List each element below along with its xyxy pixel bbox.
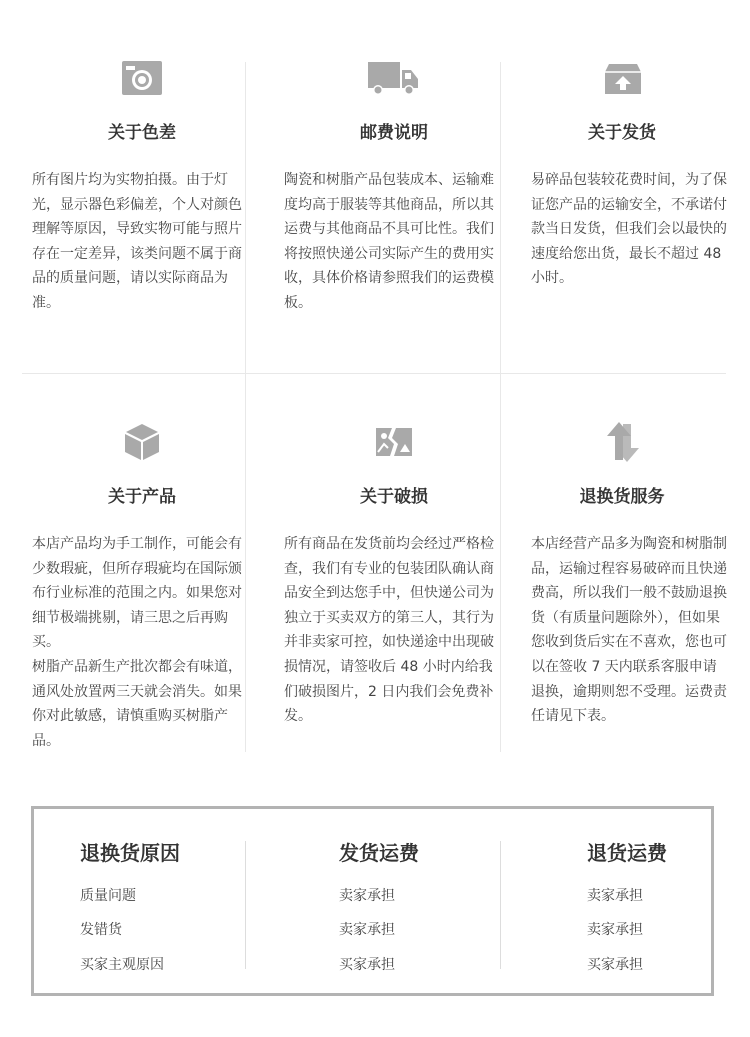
card-paragraph: 本店产品均为手工制作，可能会有少数瑕疵，但所存瑕疵均在国际颁布行业标准的范围之内。如果您对细节极端挑剔，请三思之后再购买。 (32, 536, 242, 651)
truck-icon (368, 58, 420, 98)
card-title: 关于发货 (588, 123, 656, 143)
card-body (284, 168, 504, 316)
card-body (531, 168, 727, 291)
table-cell: 质量问题 (80, 888, 136, 904)
table-cell: 发错货 (80, 922, 122, 938)
card-title: 退换货服务 (579, 487, 665, 507)
card-title: 邮费说明 (360, 123, 428, 143)
table-cell: 买家承担 (339, 957, 395, 973)
card-body (284, 532, 504, 729)
table-divider (500, 841, 501, 969)
exchange-arrows-icon (601, 422, 645, 462)
shipping-responsibility-table (31, 806, 714, 996)
card-title: 关于产品 (108, 487, 176, 507)
table-divider (245, 841, 246, 969)
card-paragraph: 树脂产品新生产批次都会有味道，通风处放置两三天就会消失。如果你对此敏感，请慎重购买树脂产品。 (32, 658, 242, 749)
card-paragraph: 易碎品包装较花费时间，为了保证您产品的运输安全，不承诺付款当日发货，但我们会以最快的速度给您出货，最长不超过 48 小时。 (531, 172, 727, 287)
card-body (531, 532, 727, 729)
broken-image-icon (372, 422, 416, 462)
table-cell: 卖家承担 (339, 922, 395, 938)
table-cell: 买家主观原因 (80, 957, 164, 973)
card-body (32, 168, 252, 316)
table-cell: 卖家承担 (587, 922, 643, 938)
table-cell: 卖家承担 (587, 888, 643, 904)
table-header: 发货运费 (339, 841, 419, 865)
table-cell: 卖家承担 (339, 888, 395, 904)
card-paragraph: 本店经营产品多为陶瓷和树脂制品，运输过程容易破碎而且快递费高，所以我们一般不鼓励退换货（有质量问题除外），但如果您收到货后实在不喜欢，您也可以在签收 7 天内联系客服申请退换，逾期则恕不受理。运费责任请见下表。 (531, 536, 727, 725)
card-title: 关于破损 (360, 487, 428, 507)
table-header: 退换货原因 (80, 841, 180, 865)
row-divider (22, 373, 726, 374)
shipping-box-icon (601, 58, 645, 98)
card-title: 关于色差 (108, 123, 176, 143)
card-paragraph: 所有商品在发货前均会经过严格检查，我们有专业的包装团队确认商品安全到达您手中，但快递公司为独立于买卖双方的第三人，其行为并非卖家可控，如快递途中出现破损情况，请签收后 48 小时内给我们破损图片，2 日内我们会免费补发。 (284, 536, 494, 725)
camera-icon (120, 58, 164, 98)
cube-icon (120, 422, 164, 462)
table-cell: 买家承担 (587, 957, 643, 973)
card-paragraph: 陶瓷和树脂产品包装成本、运输难度均高于服装等其他商品，所以其运费与其他商品不具可比性。我们将按照快递公司实际产生的费用实收，具体价格请参照我们的运费模板。 (284, 172, 494, 311)
card-body (32, 532, 252, 753)
card-paragraph: 所有图片均为实物拍摄。由于灯光，显示器色彩偏差，个人对颜色理解等原因，导致实物可能与照片存在一定差异，该类问题不属于商品的质量问题，请以实际商品为准。 (32, 172, 242, 311)
table-header: 退货运费 (587, 841, 667, 865)
